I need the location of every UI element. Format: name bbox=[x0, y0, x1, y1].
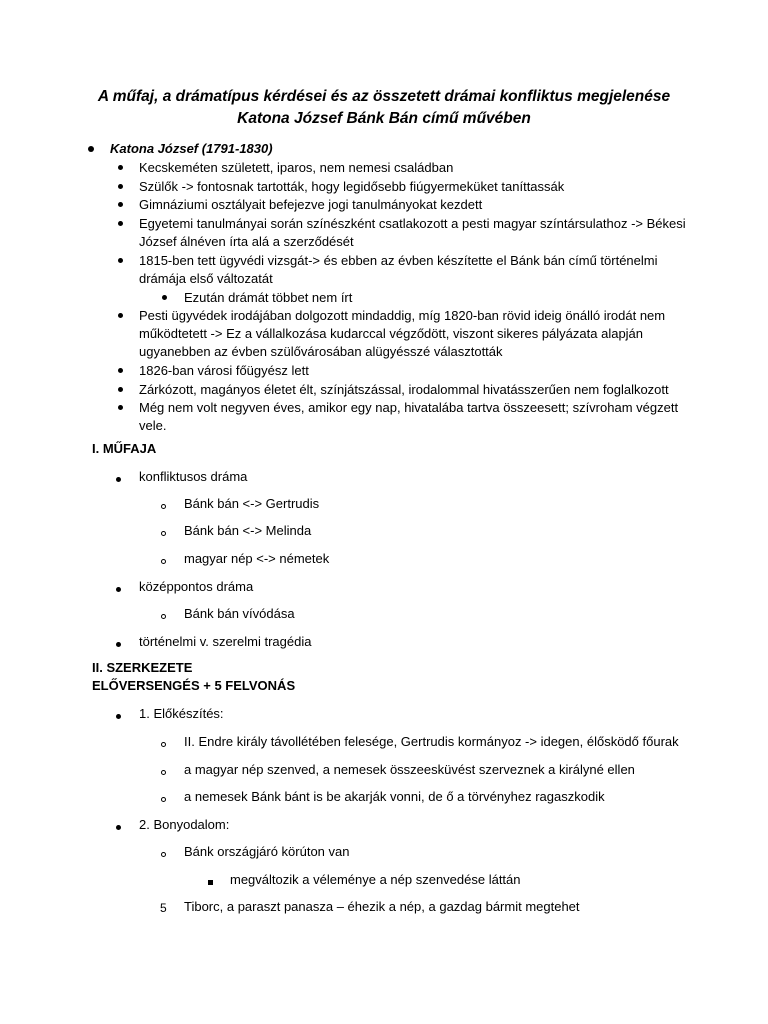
list-item: Zárkózott, magányos életet élt, színjátszással, irodalommal hivatásszerűen nem foglalkozott bbox=[139, 382, 669, 397]
section-heading: II. SZERKEZETE bbox=[92, 660, 193, 675]
title-line-2: Katona József Bánk Bán című művében bbox=[237, 110, 531, 127]
bullet-dot bbox=[116, 587, 121, 592]
section-subheading: ELŐVERSENGÉS + 5 FELVONÁS bbox=[92, 678, 296, 693]
bullet-dot bbox=[118, 313, 123, 318]
bullet-circle bbox=[161, 797, 166, 802]
bullet-circle bbox=[161, 742, 166, 747]
list-item-continuation: működtetett -> Ez a vállalkozása kudarccal végződött, viszont sikeres pályázata alapján bbox=[139, 326, 644, 341]
bullet-dot bbox=[88, 146, 94, 152]
bullet-dot bbox=[116, 477, 121, 482]
bullet-dot bbox=[118, 165, 123, 170]
bullet-circle bbox=[161, 852, 166, 857]
sub-list-item: a nemesek Bánk bánt is be akarják vonni, de ő a törvényhez ragaszkodik bbox=[184, 789, 605, 804]
bullet-circle bbox=[161, 559, 166, 564]
bullet-square bbox=[208, 880, 213, 885]
sub-list-item: Tiborc, a paraszt panasza – éhezik a nép, a gazdag bármit megtehet bbox=[184, 899, 580, 914]
bullet-dot bbox=[118, 258, 123, 263]
list-item-continuation: ugyanebben az évben szülővárosában alügyésszé választották bbox=[139, 344, 503, 359]
list-item-continuation: drámája első változatát bbox=[139, 271, 273, 286]
bullet-glyph: 5 bbox=[160, 901, 167, 915]
bullet-dot bbox=[118, 202, 123, 207]
bullet-dot bbox=[118, 387, 123, 392]
bullet-circle bbox=[161, 614, 166, 619]
sub-list-item: Bánk bán vívódása bbox=[184, 606, 295, 621]
bullet-circle bbox=[161, 504, 166, 509]
bullet-dot bbox=[116, 714, 121, 719]
sub-list-item: II. Endre király távollétében felesége, Gertrudis kormányoz -> idegen, élősködő főurak bbox=[184, 734, 679, 749]
sub-list-item: Bánk bán <-> Gertrudis bbox=[184, 496, 320, 511]
list-item: Még nem volt negyven éves, amikor egy nap, hivatalába tartva összeesett; szívroham végzett bbox=[139, 400, 679, 415]
bullet-dot bbox=[118, 221, 123, 226]
list-item: Pesti ügyvédek irodájában dolgozott mindaddig, míg 1820-ban rövid ideig önálló irodát nem bbox=[139, 308, 666, 323]
bullet-dot bbox=[118, 405, 123, 410]
bullet-dot bbox=[162, 295, 167, 300]
bullet-dot bbox=[118, 184, 123, 189]
list-item: 1826-ban városi főügyész lett bbox=[139, 363, 309, 378]
list-item: Egyetemi tanulmányai során színészként csatlakozott a pesti magyar színtársulathoz -> Békesi bbox=[139, 216, 686, 231]
list-item: konfliktusos dráma bbox=[139, 469, 248, 484]
list-item: Kecskeméten született, iparos, nem nemesi családban bbox=[139, 160, 454, 175]
list-item-continuation: József álnéven írta alá a szerződését bbox=[139, 234, 354, 249]
sub-sub-list-item: megváltozik a véleménye a nép szenvedése láttán bbox=[230, 872, 521, 887]
sub-list-item: Ezután drámát többet nem írt bbox=[184, 290, 353, 305]
document-title bbox=[0, 86, 768, 130]
bullet-circle bbox=[161, 770, 166, 775]
list-item: 2. Bonyodalom: bbox=[139, 817, 230, 832]
bullet-dot bbox=[118, 368, 123, 373]
section-heading: I. MŰFAJA bbox=[92, 441, 157, 456]
bullet-dot bbox=[116, 825, 121, 830]
list-item: 1815-ben tett ügyvédi vizsgát-> és ebben az évben készítette el Bánk bán című történelmi bbox=[139, 253, 658, 268]
list-item: középpontos dráma bbox=[139, 579, 254, 594]
list-item-continuation: vele. bbox=[139, 418, 167, 433]
sub-list-item: Bánk bán <-> Melinda bbox=[184, 523, 312, 538]
sub-list-item: Bánk országjáró körúton van bbox=[184, 844, 350, 859]
sub-list-item: magyar nép <-> németek bbox=[184, 551, 330, 566]
sub-list-item: a magyar nép szenved, a nemesek összeesküvést szerveznek a királyné ellen bbox=[184, 762, 635, 777]
bullet-dot bbox=[116, 642, 121, 647]
list-item: 1. Előkészítés: bbox=[139, 706, 224, 721]
bullet-circle bbox=[161, 531, 166, 536]
list-item: történelmi v. szerelmi tragédia bbox=[139, 634, 312, 649]
list-item: Szülők -> fontosnak tartották, hogy legidősebb fiúgyermeküket taníttassák bbox=[139, 179, 565, 194]
bio-heading: Katona József (1791-1830) bbox=[110, 141, 273, 156]
title-line-1: A műfaj, a drámatípus kérdései és az összetett drámai konfliktus megjelenése bbox=[97, 88, 671, 105]
list-item: Gimnáziumi osztályait befejezve jogi tanulmányokat kezdett bbox=[139, 197, 483, 212]
